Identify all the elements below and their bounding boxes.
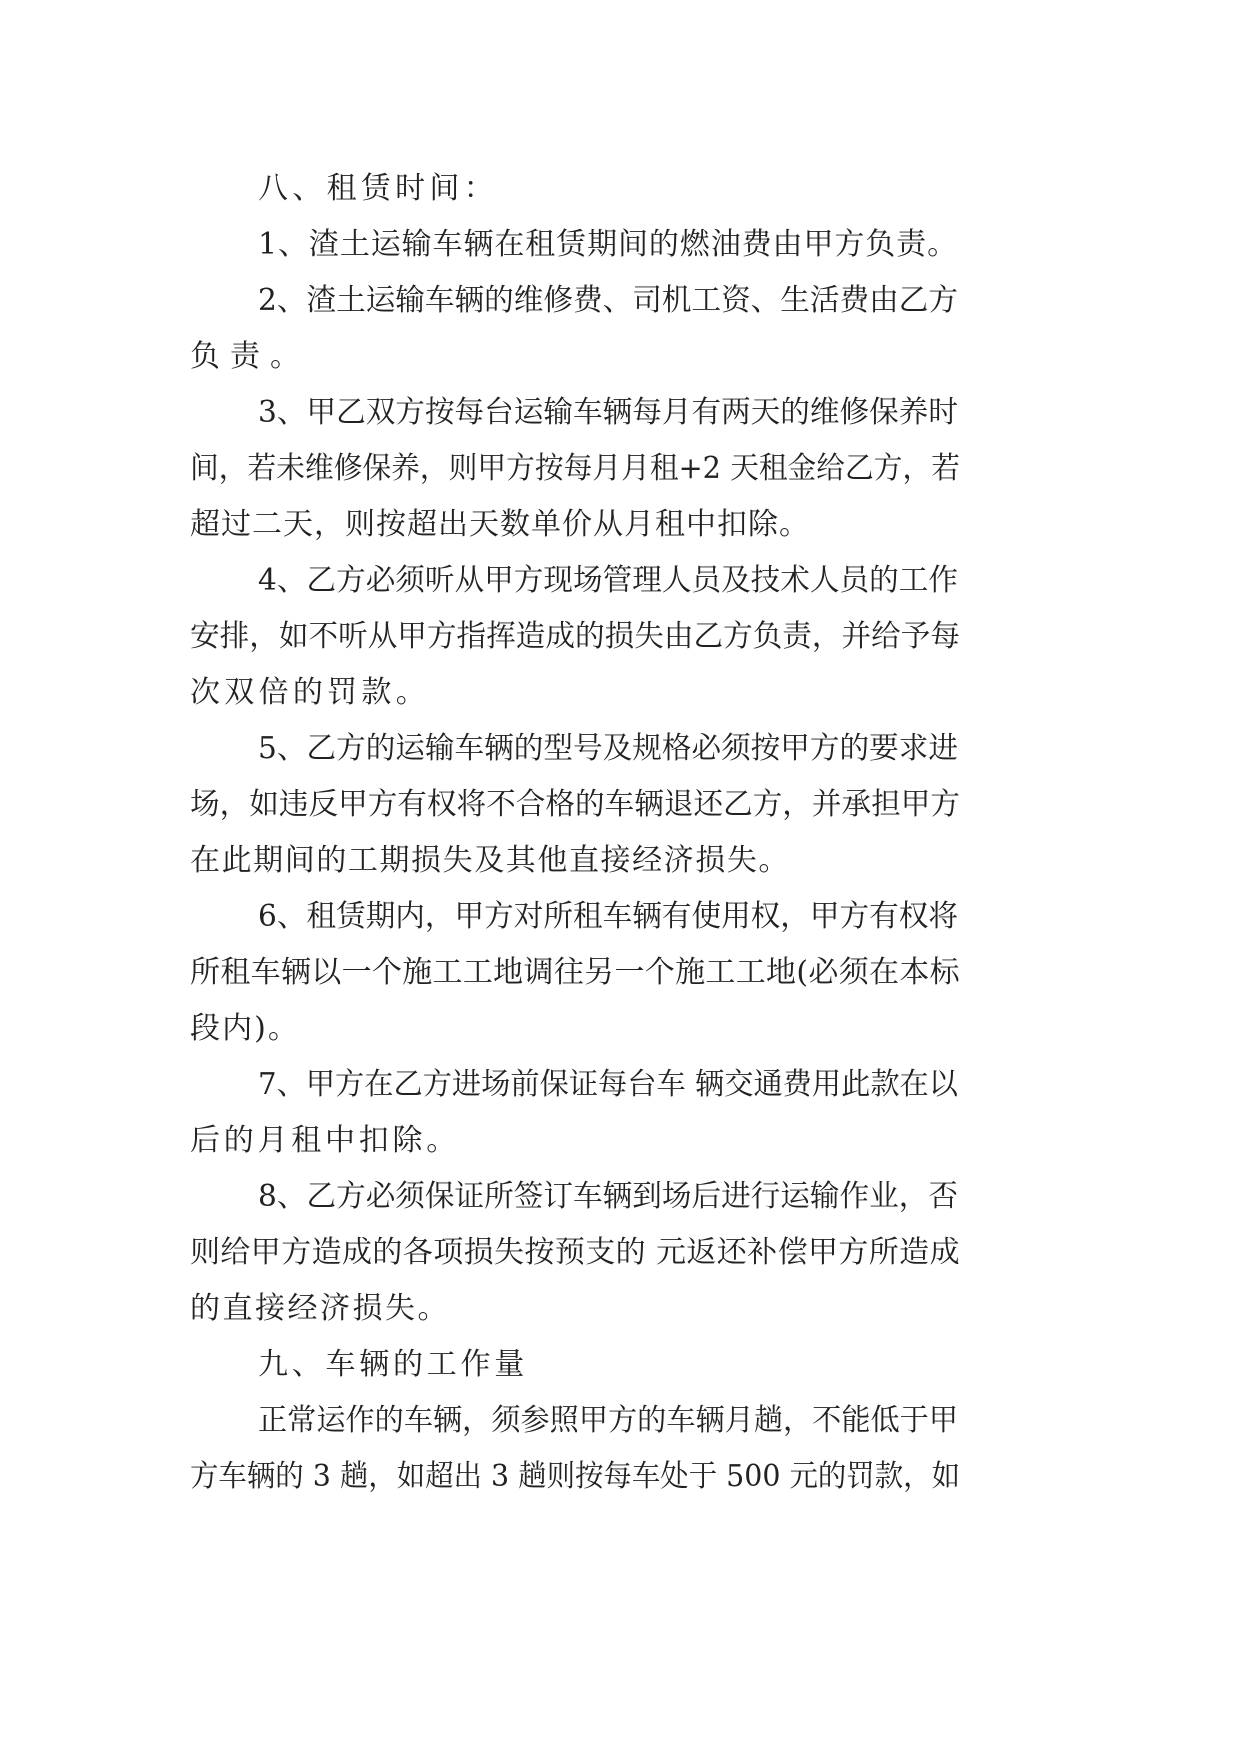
clause-8-line-3: 的直接经济损失。 bbox=[190, 1291, 450, 1326]
clause-2-line-1: 2、渣土运输车辆的维修费、司机工资、生活费由乙方 bbox=[258, 283, 958, 318]
clause-4-line-1: 4、乙方必须听从甲方现场管理人员及技术人员的工作 bbox=[258, 563, 958, 598]
clause-1-line-1: 1、渣土运输车辆在租赁期间的燃油费由甲方负责。 bbox=[258, 227, 958, 262]
clause-2-line-2: 负责。 bbox=[190, 339, 310, 374]
clause-5-line-1: 5、乙方的运输车辆的型号及规格必须按甲方的要求进 bbox=[258, 731, 958, 766]
workload-paragraph-line-2: 方车辆的 3 趟，如超出 3 趟则按每车处于 500 元的罚款，如 bbox=[190, 1459, 960, 1494]
clause-3-line-3: 超过二天，则按超出天数单价从月租中扣除。 bbox=[190, 507, 810, 542]
clause-4-line-2: 安排，如不听从甲方指挥造成的损失由乙方负责，并给予每 bbox=[190, 619, 960, 654]
clause-3-line-2: 间，若未维修保养，则甲方按每月月租+2 天租金给乙方，若 bbox=[190, 451, 960, 486]
clause-6-line-2: 所租车辆以一个施工工地调往另一个施工工地(必须在本标 bbox=[190, 955, 960, 990]
clause-8-line-1: 8、乙方必须保证所签订车辆到场后进行运输作业，否 bbox=[258, 1179, 958, 1214]
clause-6-line-3: 段内)。 bbox=[190, 1011, 300, 1046]
section-heading-lease-time: 八、租赁时间： bbox=[258, 171, 498, 206]
clause-5-line-2: 场，如违反甲方有权将不合格的车辆退还乙方，并承担甲方 bbox=[190, 787, 960, 822]
workload-paragraph-line-1: 正常运作的车辆，须参照甲方的车辆月趟，不能低于甲 bbox=[258, 1403, 958, 1438]
clause-8-line-2: 则给甲方造成的各项损失按预支的 元返还补偿甲方所造成 bbox=[190, 1235, 960, 1270]
clause-6-line-1: 6、租赁期内，甲方对所租车辆有使用权，甲方有权将 bbox=[258, 899, 958, 934]
clause-4-line-3: 次双倍的罚款。 bbox=[190, 675, 430, 710]
clause-3-line-1: 3、甲乙双方按每台运输车辆每月有两天的维修保养时 bbox=[258, 395, 958, 430]
clause-7-line-1: 7、甲方在乙方进场前保证每台车 辆交通费用此款在以 bbox=[258, 1067, 958, 1102]
clause-7-line-2: 后的月租中扣除。 bbox=[190, 1123, 460, 1158]
section-heading-vehicle-workload: 九、车辆的工作量 bbox=[258, 1347, 528, 1382]
clause-5-line-3: 在此期间的工期损失及其他直接经济损失。 bbox=[190, 843, 790, 878]
